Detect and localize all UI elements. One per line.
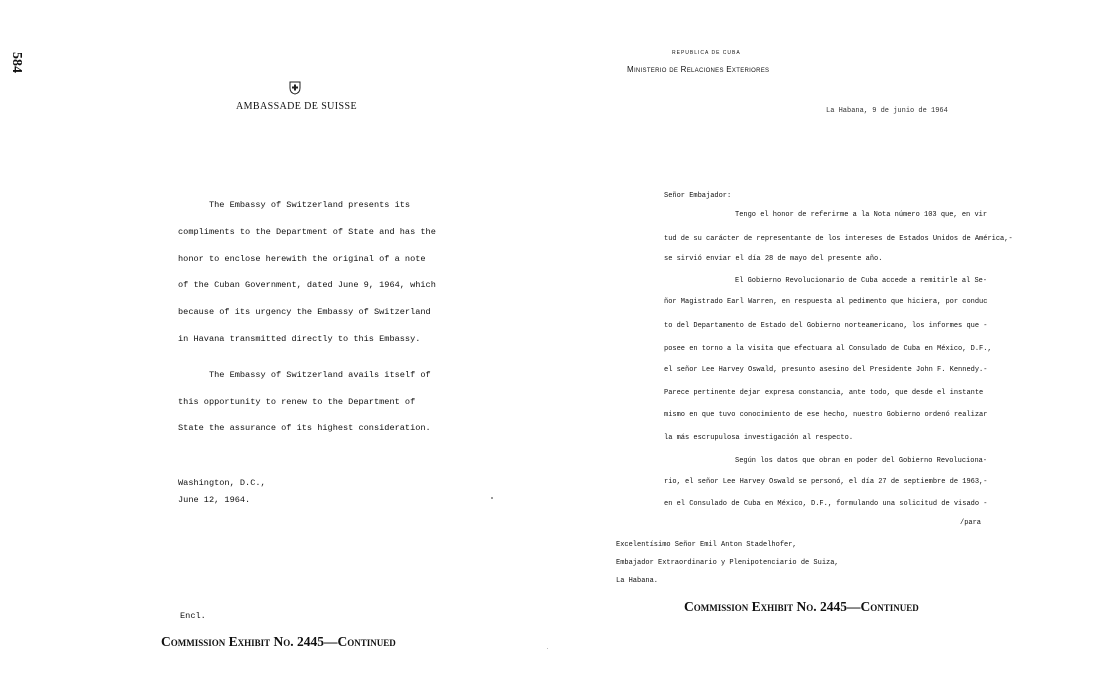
continuation-mark: /para [960, 519, 982, 527]
letter-place: Washington, D.C., [178, 478, 266, 488]
letter-date: June 12, 1964. [178, 495, 251, 505]
letter-line: to del Departamento de Estado del Gobierno norteamericano, los informes que - [664, 322, 988, 330]
letter-line: compliments to the Department of State and has the [178, 227, 436, 237]
letter-line: en el Consulado de Cuba en México, D.F., formulando una solicitud de visado - [664, 500, 988, 508]
letter-line: honor to enclose herewith the original of a note [178, 254, 426, 264]
letter-line: State the assurance of its highest consideration. [178, 423, 431, 433]
republic-label: REPUBLICA DE CUBA [672, 50, 741, 56]
exhibit-caption: Commission Exhibit No. 2445—Continued [161, 634, 396, 649]
letter-line: posee en torno a la visita que efectuara al Consulado de Cuba en México, D.F., [664, 345, 992, 353]
page-number: 584 [9, 52, 24, 73]
scan-speck [547, 648, 548, 649]
letter-line: Tengo el honor de referirme a la Nota número 103 que, en vir [735, 211, 988, 219]
addressee-line: La Habana. [616, 577, 659, 585]
letter-line: Parece pertinente dejar expresa constancia, ante todo, que desde el instante [664, 389, 984, 397]
letter-date: La Habana, 9 de junio de 1964 [826, 107, 948, 115]
letter-line: la más escrupulosa investigación al respecto. [664, 434, 854, 442]
letter-line: el señor Lee Harvey Oswald, presunto asesino del Presidente John F. Kennedy.- [664, 366, 988, 374]
letter-line: ñor Magistrado Earl Warren, en respuesta al pedimento que hiciera, por conduc [664, 298, 988, 306]
letter-line: in Havana transmitted directly to this Embassy. [178, 334, 421, 344]
letter-line: because of its urgency the Embassy of Switzerland [178, 307, 431, 317]
letter-line: this opportunity to renew to the Department of [178, 397, 416, 407]
ministry-heading: Ministerio de Relaciones Exteriores [627, 65, 770, 74]
letter-line: se sirvió enviar el día 28 de mayo del presente año. [664, 255, 883, 263]
salutation: Señor Embajador: [664, 192, 732, 200]
enclosure-note: Encl. [180, 611, 206, 621]
swiss-cross-shield-icon [288, 81, 302, 95]
letter-line: of the Cuban Government, dated June 9, 1964, which [178, 280, 436, 290]
scan-speck [491, 497, 493, 499]
addressee-line: Excelentísimo Señor Emil Anton Stadelhofer, [616, 541, 797, 549]
exhibit-caption: Commission Exhibit No. 2445—Continued [684, 599, 919, 614]
letter-line: El Gobierno Revolucionario de Cuba accede a remitirle al Se- [735, 277, 988, 285]
letter-line: rio, el señor Lee Harvey Oswald se personó, el día 27 de septiembre de 1963,- [664, 478, 988, 486]
letter-line: Según los datos que obran en poder del Gobierno Revoluciona- [735, 457, 988, 465]
letter-line: The Embassy of Switzerland presents its [178, 200, 411, 210]
letter-line: The Embassy of Switzerland avails itself of [178, 370, 431, 380]
embassy-heading: AMBASSADE DE SUISSE [236, 101, 357, 112]
letter-line: mismo en que tuvo conocimiento de ese hecho, nuestro Gobierno ordenó realizar [664, 411, 988, 419]
letter-line: tud de su carácter de representante de los intereses de Estados Unidos de América,- [664, 235, 1013, 243]
addressee-line: Embajador Extraordinario y Plenipotenciario de Suiza, [616, 559, 839, 567]
